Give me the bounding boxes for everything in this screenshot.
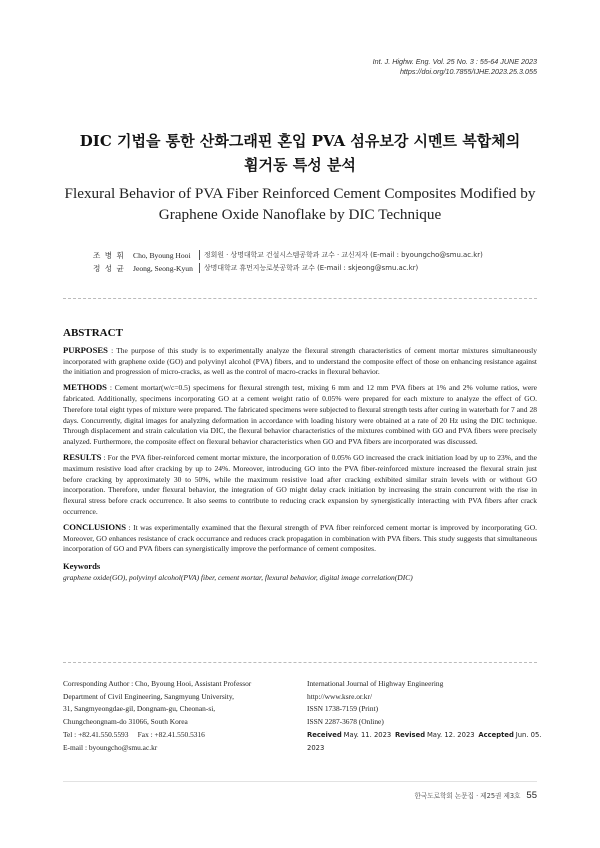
conclusions-label: CONCLUSIONS [63, 521, 127, 532]
keywords-text: graphene oxide(GO), polyvinyl alcohol(PVA) fiber, cement mortar, flexural behavior, digital image correlation(DIC) [63, 572, 413, 582]
received-date: May. 11. 2023 [343, 730, 392, 739]
accepted-date: Jun. 05. 2023 [307, 730, 542, 752]
methods-label: METHODS [63, 382, 107, 393]
author-name-korean: 조 병 휘 [93, 251, 125, 260]
author-name-english: Cho, Byoung Hooi [133, 251, 191, 260]
corresponding-author-block [63, 678, 303, 754]
abstract-results [63, 452, 537, 518]
submission-dates [307, 729, 542, 754]
abstract-purposes [63, 345, 537, 378]
corresponding-line: Tel : +82.41.550.5593 Fax : +82.41.550.5316 [63, 729, 205, 739]
results-text: : For the PVA fiber-reinforced cement mortar mixture, the incorporation of 0.05% GO increased the crack initiation load by up to 23%, and the maximum resistive load after cracking by up to 24%. Moreover, introducing GO into the PVA fiber-reinforced mixture increased the flexural strain just before cracking by approximately 30 to 50%, while the maximum resistive load after cracking exhibited similar strain levels with or without GO incorporation. Therefore, under flexural behavior, the integration of GO might delay crack initiation by increasing the strain concurrent with the rise in flexural stress before crack occurrence. It also seems to contribute to reducing crack expansion by synergistically interacting with PVA fibers after crack occurrence. [63, 452, 537, 516]
title-english-line1: Flexural Behavior of PVA Fiber Reinforced Cement Composites Modified by [64, 185, 536, 202]
revised-label: Revised [394, 730, 426, 739]
corresponding-line: 31, Sangmyeongdae-gil, Dongnam-gu, Cheonan-si, [63, 704, 216, 714]
abstract-methods [63, 382, 537, 448]
results-label: RESULTS [63, 451, 102, 462]
purposes-text: : The purpose of this study is to experimentally analyze the flexural strength characteristics of cement mortar mixtures simultaneously incorporated with graphene oxide (GO) and polyvinyl alcohol (PVA) fibers, and to understand the composite effect of those on enhancing resistance against the initiation and progression of micro-cracks, as well as the control of macro-cracks in flexural behavior. [63, 345, 537, 377]
doi-link[interactable]: https://doi.org/10.7855/IJHE.2023.25.3.055 [399, 67, 537, 76]
author-affiliation: 정회원 · 상명대학교 건설시스템공학과 교수 · 교신저자 (E-mail : byoungcho@smu.ac.kr) [204, 251, 483, 259]
keywords-heading: Keywords [63, 561, 101, 572]
received-label: Received [307, 730, 342, 739]
page-footer [415, 790, 537, 801]
corresponding-line: Department of Civil Engineering, Sangmyung University, [63, 691, 234, 701]
abstract-heading: ABSTRACT [63, 327, 123, 339]
author-row [93, 262, 483, 275]
abstract-section [63, 328, 537, 588]
methods-text: : Cement mortar(w/c=0.5) specimens for flexural strength test, mixing 6 mm and 12 mm PVA fibers at 1% and 2% volume ratios, were fabricated. Additionally, specimens incorporating GO at a cement weight ratio of 0.05% were prepared for each mixture to analyze the effect of GO. Therefore total eight types of mixture were prepared. The fabricated specimens were subjected to flexural strength tests after curing in waterbath for 7 and 28 days. Concurrently, digital images for analyzing deformation in accordance with loading history were obtained at a rate of 20 Hz using the DIC technique. Through displacement and strain calculation via DIC, the flexural behavior characteristics of the mixtures combined with GO and PVA fibers were precisely analyzed. Furthermore, the composite effect on flexural behavior characteristics when GO and PVA fibers are incorporated was discussed. [63, 383, 537, 447]
title-korean-line2: 휨거동 특성 분석 [244, 156, 356, 174]
conclusions-text: : It was experimentally examined that the flexural strength of PVA fiber reinforced cement mortar is improved by incorporating GO. Moreover, GO enhances resistance of crack occurrance and reduces crack propagation in combination with PVA fibers. This study suggests that simultaneous incorporation of GO and PVA fibers can synergistically improve the performance of cement composites. [63, 522, 537, 554]
title-korean-line1: DIC 기법을 통한 산화그래핀 혼입 PVA 섬유보강 시멘트 복합체의 [79, 132, 521, 150]
divider-top [63, 298, 537, 299]
author-name-korean: 정 성 균 [93, 264, 125, 273]
journal-info-block [307, 678, 542, 754]
author-divider [199, 263, 200, 273]
corresponding-line: Chungcheongnam-do 31066, South Korea [63, 717, 188, 727]
journal-name: International Journal of Highway Engineering [307, 679, 444, 688]
journal-volume: Vol. 25 No. 3 : 55-64 [432, 57, 499, 66]
accepted-label: Accepted [478, 730, 514, 739]
issn-print: ISSN 1738-7159 (Print) [307, 704, 379, 714]
author-row [93, 249, 483, 262]
corresponding-line: Corresponding Author : Cho, Byoung Hooi, Assistant Professor [63, 679, 252, 688]
journal-url[interactable]: http://www.ksre.or.kr/ [307, 691, 373, 701]
author-divider [199, 250, 200, 260]
journal-date: JUNE 2023 [500, 57, 537, 66]
purposes-label: PURPOSES [63, 344, 108, 355]
title-english-line2: Graphene Oxide Nanoflake by DIC Technique [158, 206, 442, 223]
author-affiliation: 상명대학교 휴먼지능로봇공학과 교수 (E-mail : skjeong@smu.ac.kr) [204, 264, 419, 272]
issn-online: ISSN 2287-3678 (Online) [307, 717, 384, 727]
revised-date: May. 12. 2023 [426, 730, 475, 739]
page-number: 55 [526, 790, 537, 801]
abstract-conclusions [63, 522, 537, 555]
running-header [373, 57, 537, 77]
author-name-english: Jeong, Seong-Kyun [133, 264, 193, 273]
corresponding-email[interactable]: E-mail : byoungcho@smu.ac.kr [63, 742, 158, 752]
author-list [93, 249, 483, 275]
divider-footer [63, 781, 537, 782]
journal-abbrev: Int. J. Highw. Eng. [372, 57, 431, 66]
divider-bottom [63, 662, 537, 663]
journal-korean-footer: 한국도로학회 논문집 · 제25권 제3호 [414, 792, 521, 800]
